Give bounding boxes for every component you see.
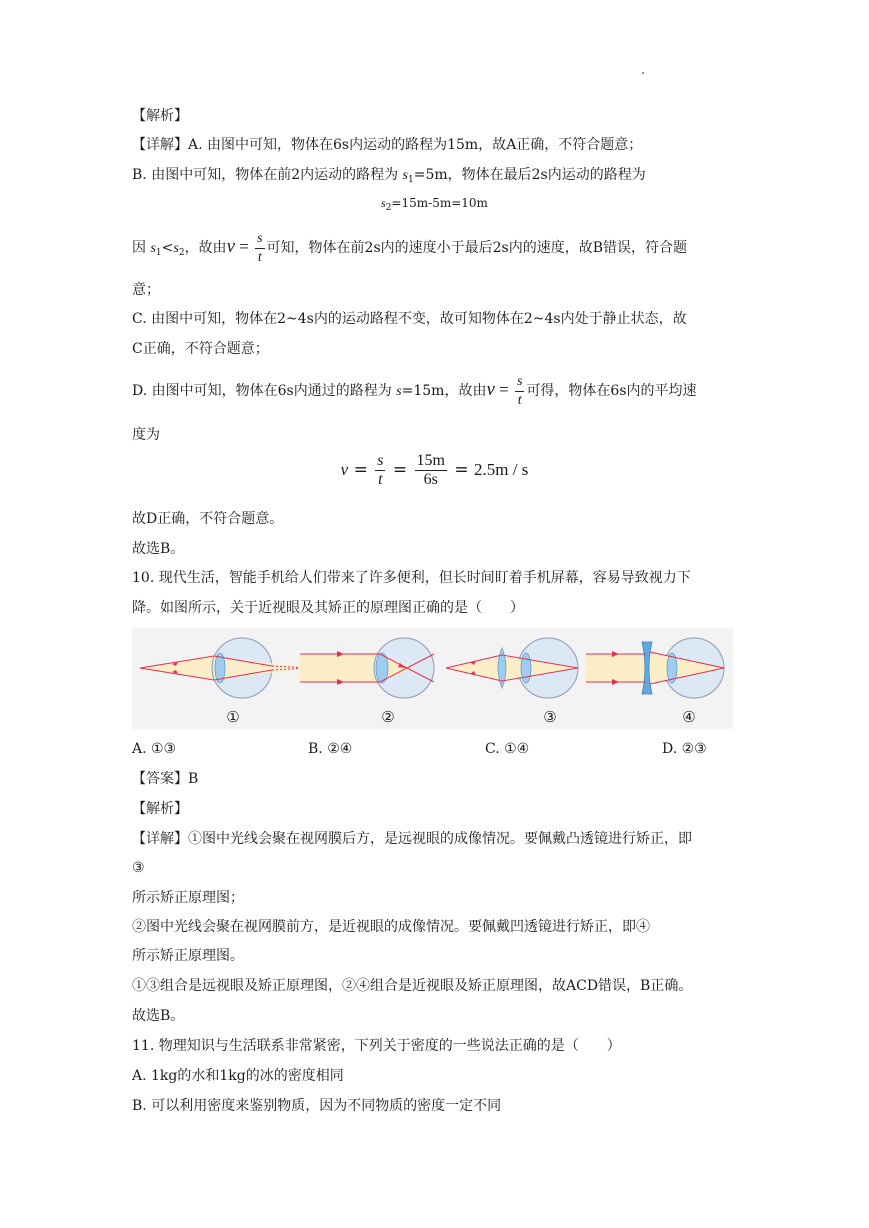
q10-conclusion: 故选B。 bbox=[132, 1008, 185, 1024]
q10-stem-line2: 降。如图所示，关于近视眼及其矫正的原理图正确的是（ ） bbox=[132, 600, 524, 616]
page-mark-dot bbox=[642, 72, 644, 74]
q10-option-c: C. ①④ bbox=[485, 741, 530, 757]
analysis-heading: 【解析】 bbox=[132, 108, 188, 124]
detail-b-line3: 因 $s_1<s_2$，故由v = $\frac{s}{t}$ 可知，物体在前2s内的速度小于最后2s内的速度，故B错误，符合题 bbox=[132, 230, 688, 265]
q11-option-b: B. 可以利用密度来鉴别物质，因为不同物质的密度一定不同 bbox=[132, 1098, 502, 1114]
q10-option-d: D. ②③ bbox=[662, 741, 707, 757]
figure-label-3: ③ bbox=[543, 708, 557, 726]
q10-detail-line2: ③ bbox=[132, 860, 145, 876]
figure-label-4: ④ bbox=[682, 708, 696, 726]
q10-analysis-heading: 【解析】 bbox=[132, 801, 188, 817]
q10-stem-line1: 10. 现代生活，智能手机给人们带来了许多便利，但长时间盯着手机屏幕，容易导致视力下 bbox=[132, 570, 691, 586]
detail-c-line2: C正确，不符合题意； bbox=[132, 341, 269, 357]
figure-label-2: ② bbox=[381, 708, 395, 726]
figure-label-1: ① bbox=[226, 708, 240, 726]
detail-d-line1: D. 由图中可知，物体在6s内通过的路程为 s=15m，故由v = $\frac{s}{t}$ 可得，物体在6s内的平均速 bbox=[132, 373, 697, 408]
detail-b-line1: B. 由图中可知，物体在前2内运动的路程为 $s_1=5m$，物体在最后2s内运动的路程为 bbox=[132, 167, 646, 185]
q11-option-a: A. 1kg的水和1kg的冰的密度相同 bbox=[132, 1068, 344, 1084]
detail-d-line2: 度为 bbox=[132, 427, 160, 443]
fraction-s-over-t: $\frac{s}{t}$ bbox=[257, 230, 263, 265]
detail-a: 【详解】A. 由图中可知，物体在6s内运动的路程为15m，故A正确，不符合题意； bbox=[132, 137, 643, 153]
velocity-formula: v = $\frac{s}{t}$ = $\frac{15m}{6s}$ = 2.5m / s bbox=[340, 452, 529, 488]
q10-detail-line4: ②图中光线会聚在视网膜前方，是近视眼的成像情况。要佩戴凹透镜进行矫正，即④ bbox=[132, 919, 650, 935]
detail-c-line1: C. 由图中可知，物体在2~4s内的运动路程不变，故可知物体在2~4s内处于静止状态，故 bbox=[132, 311, 687, 327]
q10-detail-line3: 所示矫正原理图； bbox=[132, 890, 244, 906]
eye-diagram-figure bbox=[132, 628, 733, 729]
q10-answer: 【答案】B bbox=[132, 771, 199, 787]
q10-detail-line6: ①③组合是远视眼及矫正原理图，②④组合是近视眼及矫正原理图，故ACD错误，B正确。 bbox=[132, 978, 693, 994]
q10-detail-line5: 所示矫正原理图。 bbox=[132, 948, 244, 964]
analysis9-conclusion: 故选B。 bbox=[132, 541, 185, 557]
detail-b-s2: $s_2=15m-5m=10m$ bbox=[381, 196, 488, 213]
q10-option-b: B. ②④ bbox=[308, 741, 353, 757]
detail-b-line4: 意； bbox=[132, 282, 160, 298]
q11-stem: 11. 物理知识与生活联系非常紧密，下列关于密度的一些说法正确的是（ ） bbox=[132, 1038, 621, 1054]
q10-detail-line1: 【详解】①图中光线会聚在视网膜后方，是远视眼的成像情况。要佩戴凸透镜进行矫正，即 bbox=[132, 831, 692, 847]
detail-d-line3: 故D正确，不符合题意。 bbox=[132, 511, 284, 527]
q10-option-a: A. ①③ bbox=[132, 741, 177, 757]
